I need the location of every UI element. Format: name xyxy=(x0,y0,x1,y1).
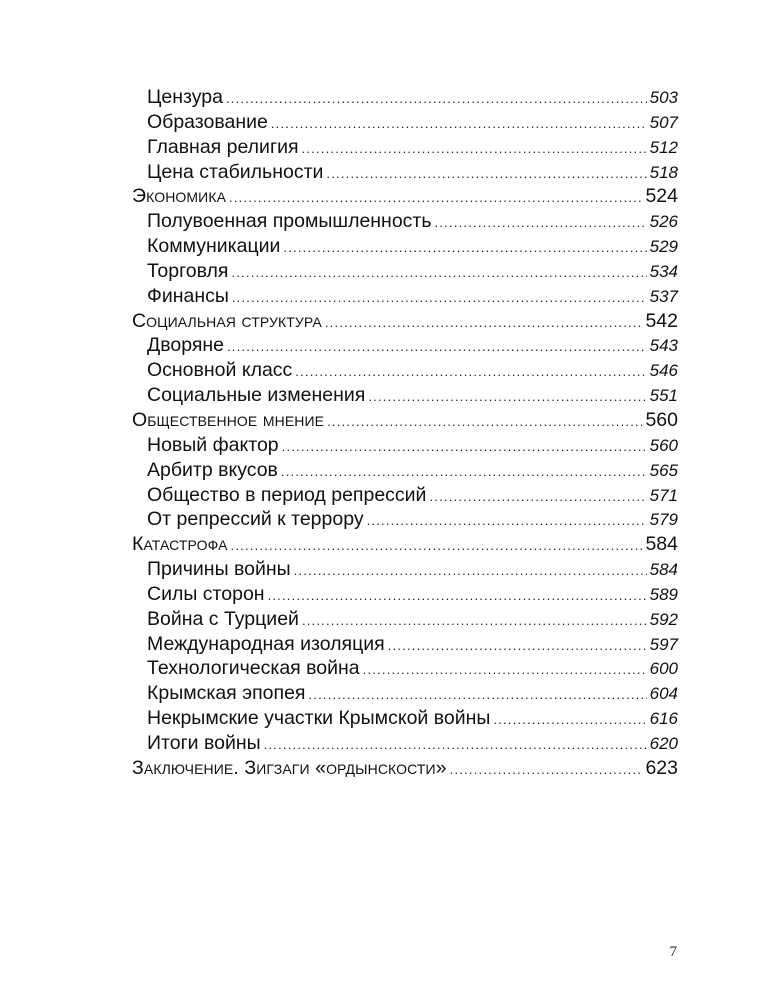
toc-entry-page: 546 xyxy=(649,361,678,381)
toc-entry-page: 604 xyxy=(649,684,678,704)
toc-subsection-entry xyxy=(132,284,678,309)
dot-leader xyxy=(283,236,646,261)
toc-entry-title: Новый фактор xyxy=(147,433,279,456)
toc-entry-page: 524 xyxy=(645,185,678,208)
toc-subsection-entry xyxy=(132,607,678,632)
dot-leader xyxy=(268,584,647,609)
dot-leader xyxy=(231,534,643,559)
toc-entry-page: 589 xyxy=(649,584,678,604)
toc-entry-title: Некрымские участки Крымской войны xyxy=(147,707,491,730)
toc-subsection-entry xyxy=(132,383,678,408)
toc-subsection-entry xyxy=(132,333,678,358)
toc-entry-title: Торговля xyxy=(147,259,229,282)
toc-entry-page: 542 xyxy=(645,309,678,332)
page-number: 7 xyxy=(669,944,677,960)
toc-entry-page: 565 xyxy=(649,460,678,480)
dot-leader xyxy=(226,87,647,112)
table-of-contents xyxy=(132,85,678,781)
toc-entry-title: Причины войны xyxy=(147,558,291,581)
dot-leader xyxy=(429,485,646,510)
toc-entry-page: 560 xyxy=(645,408,678,431)
dot-leader xyxy=(326,162,646,187)
dot-leader xyxy=(435,211,647,236)
toc-subsection-entry xyxy=(132,160,678,185)
toc-entry-title: Экономика xyxy=(132,185,227,208)
toc-entry-page: 529 xyxy=(649,237,678,257)
toc-entry-title: Крымская эпопея xyxy=(147,682,306,705)
toc-entry-page: 551 xyxy=(649,386,678,406)
toc-entry-title: Силы сторон xyxy=(147,582,265,605)
toc-entry-page: 600 xyxy=(649,659,678,679)
dot-leader xyxy=(232,286,647,311)
dot-leader xyxy=(281,460,647,485)
dot-leader xyxy=(367,509,647,534)
toc-subsection-entry xyxy=(132,358,678,383)
dot-leader xyxy=(493,708,646,733)
toc-subsection-entry xyxy=(132,209,678,234)
dot-leader xyxy=(388,634,647,659)
toc-entry-title: Итоги войны xyxy=(147,731,261,754)
toc-entry-page: 584 xyxy=(645,533,678,556)
dot-leader xyxy=(308,683,646,708)
toc-section-entry xyxy=(132,532,678,557)
dot-leader xyxy=(302,137,647,162)
toc-subsection-entry xyxy=(132,483,678,508)
toc-section-entry xyxy=(132,309,678,334)
dot-leader xyxy=(302,609,647,634)
toc-section-entry xyxy=(132,408,678,433)
toc-entry-page: 579 xyxy=(649,510,678,530)
dot-leader xyxy=(271,112,647,137)
toc-entry-title: Социальные изменения xyxy=(147,384,366,407)
toc-entry-title: Коммуникации xyxy=(147,235,281,258)
toc-section-entry xyxy=(132,184,678,209)
toc-subsection-entry xyxy=(132,582,678,607)
toc-subsection-entry xyxy=(132,731,678,756)
toc-entry-title: Цена стабильности xyxy=(147,160,324,183)
dot-leader xyxy=(295,360,646,385)
toc-entry-title: Полувоенная промышленность xyxy=(147,210,432,233)
toc-entry-title: Образование xyxy=(147,110,268,133)
toc-entry-title: Главная религия xyxy=(147,135,299,158)
toc-entry-page: 597 xyxy=(649,634,678,654)
toc-entry-page: 526 xyxy=(649,212,678,232)
dot-leader xyxy=(294,559,647,584)
toc-subsection-entry xyxy=(132,110,678,135)
toc-entry-page: 543 xyxy=(649,336,678,356)
toc-entry-page: 518 xyxy=(649,162,678,182)
toc-subsection-entry xyxy=(132,656,678,681)
dot-leader xyxy=(227,335,647,360)
toc-subsection-entry xyxy=(132,507,678,532)
toc-entry-page: 512 xyxy=(649,137,678,157)
toc-entry-page: 584 xyxy=(649,560,678,580)
toc-subsection-entry xyxy=(132,632,678,657)
toc-entry-page: 623 xyxy=(645,756,678,779)
toc-subsection-entry xyxy=(132,234,678,259)
toc-entry-title: Война с Турцией xyxy=(147,607,299,630)
dot-leader xyxy=(450,758,643,783)
dot-leader xyxy=(368,385,646,410)
toc-entry-page: 537 xyxy=(649,286,678,306)
toc-entry-title: Основной класс xyxy=(147,359,293,382)
dot-leader xyxy=(327,410,642,435)
toc-entry-title: Арбитр вкусов xyxy=(147,458,278,481)
dot-leader xyxy=(325,311,643,336)
toc-entry-title: От репрессий к террору xyxy=(147,508,364,531)
toc-entry-page: 560 xyxy=(649,435,678,455)
toc-section-entry xyxy=(132,756,678,781)
toc-entry-title: Социальная структура xyxy=(132,309,322,332)
dot-leader xyxy=(264,733,647,758)
toc-subsection-entry xyxy=(132,85,678,110)
toc-subsection-entry xyxy=(132,557,678,582)
toc-entry-title: Катастрофа xyxy=(132,533,228,556)
toc-entry-title: Общественное мнение xyxy=(132,408,325,431)
toc-entry-title: Заключение. Зигзаги «ордынскости» xyxy=(132,756,447,779)
toc-subsection-entry xyxy=(132,458,678,483)
dot-leader xyxy=(282,435,647,460)
toc-entry-title: Финансы xyxy=(147,284,229,307)
toc-entry-page: 571 xyxy=(649,485,678,505)
toc-entry-page: 534 xyxy=(649,261,678,281)
toc-subsection-entry xyxy=(132,433,678,458)
toc-entry-title: Цензура xyxy=(147,86,223,108)
toc-entry-page: 616 xyxy=(649,709,678,729)
dot-leader xyxy=(363,658,647,683)
toc-entry-title: Технологическая война xyxy=(147,657,360,680)
toc-entry-title: Дворяне xyxy=(147,334,224,357)
toc-subsection-entry xyxy=(132,135,678,160)
dot-leader xyxy=(229,186,642,211)
toc-entry-title: Общество в период репрессий xyxy=(147,483,427,506)
toc-subsection-entry xyxy=(132,681,678,706)
toc-subsection-entry xyxy=(132,259,678,284)
toc-entry-page: 592 xyxy=(649,609,678,629)
toc-entry-page: 503 xyxy=(649,88,678,107)
toc-entry-page: 620 xyxy=(649,733,678,753)
dot-leader xyxy=(231,261,646,286)
toc-entry-title: Международная изоляция xyxy=(147,632,385,655)
toc-subsection-entry xyxy=(132,706,678,731)
toc-entry-page: 507 xyxy=(649,112,678,132)
